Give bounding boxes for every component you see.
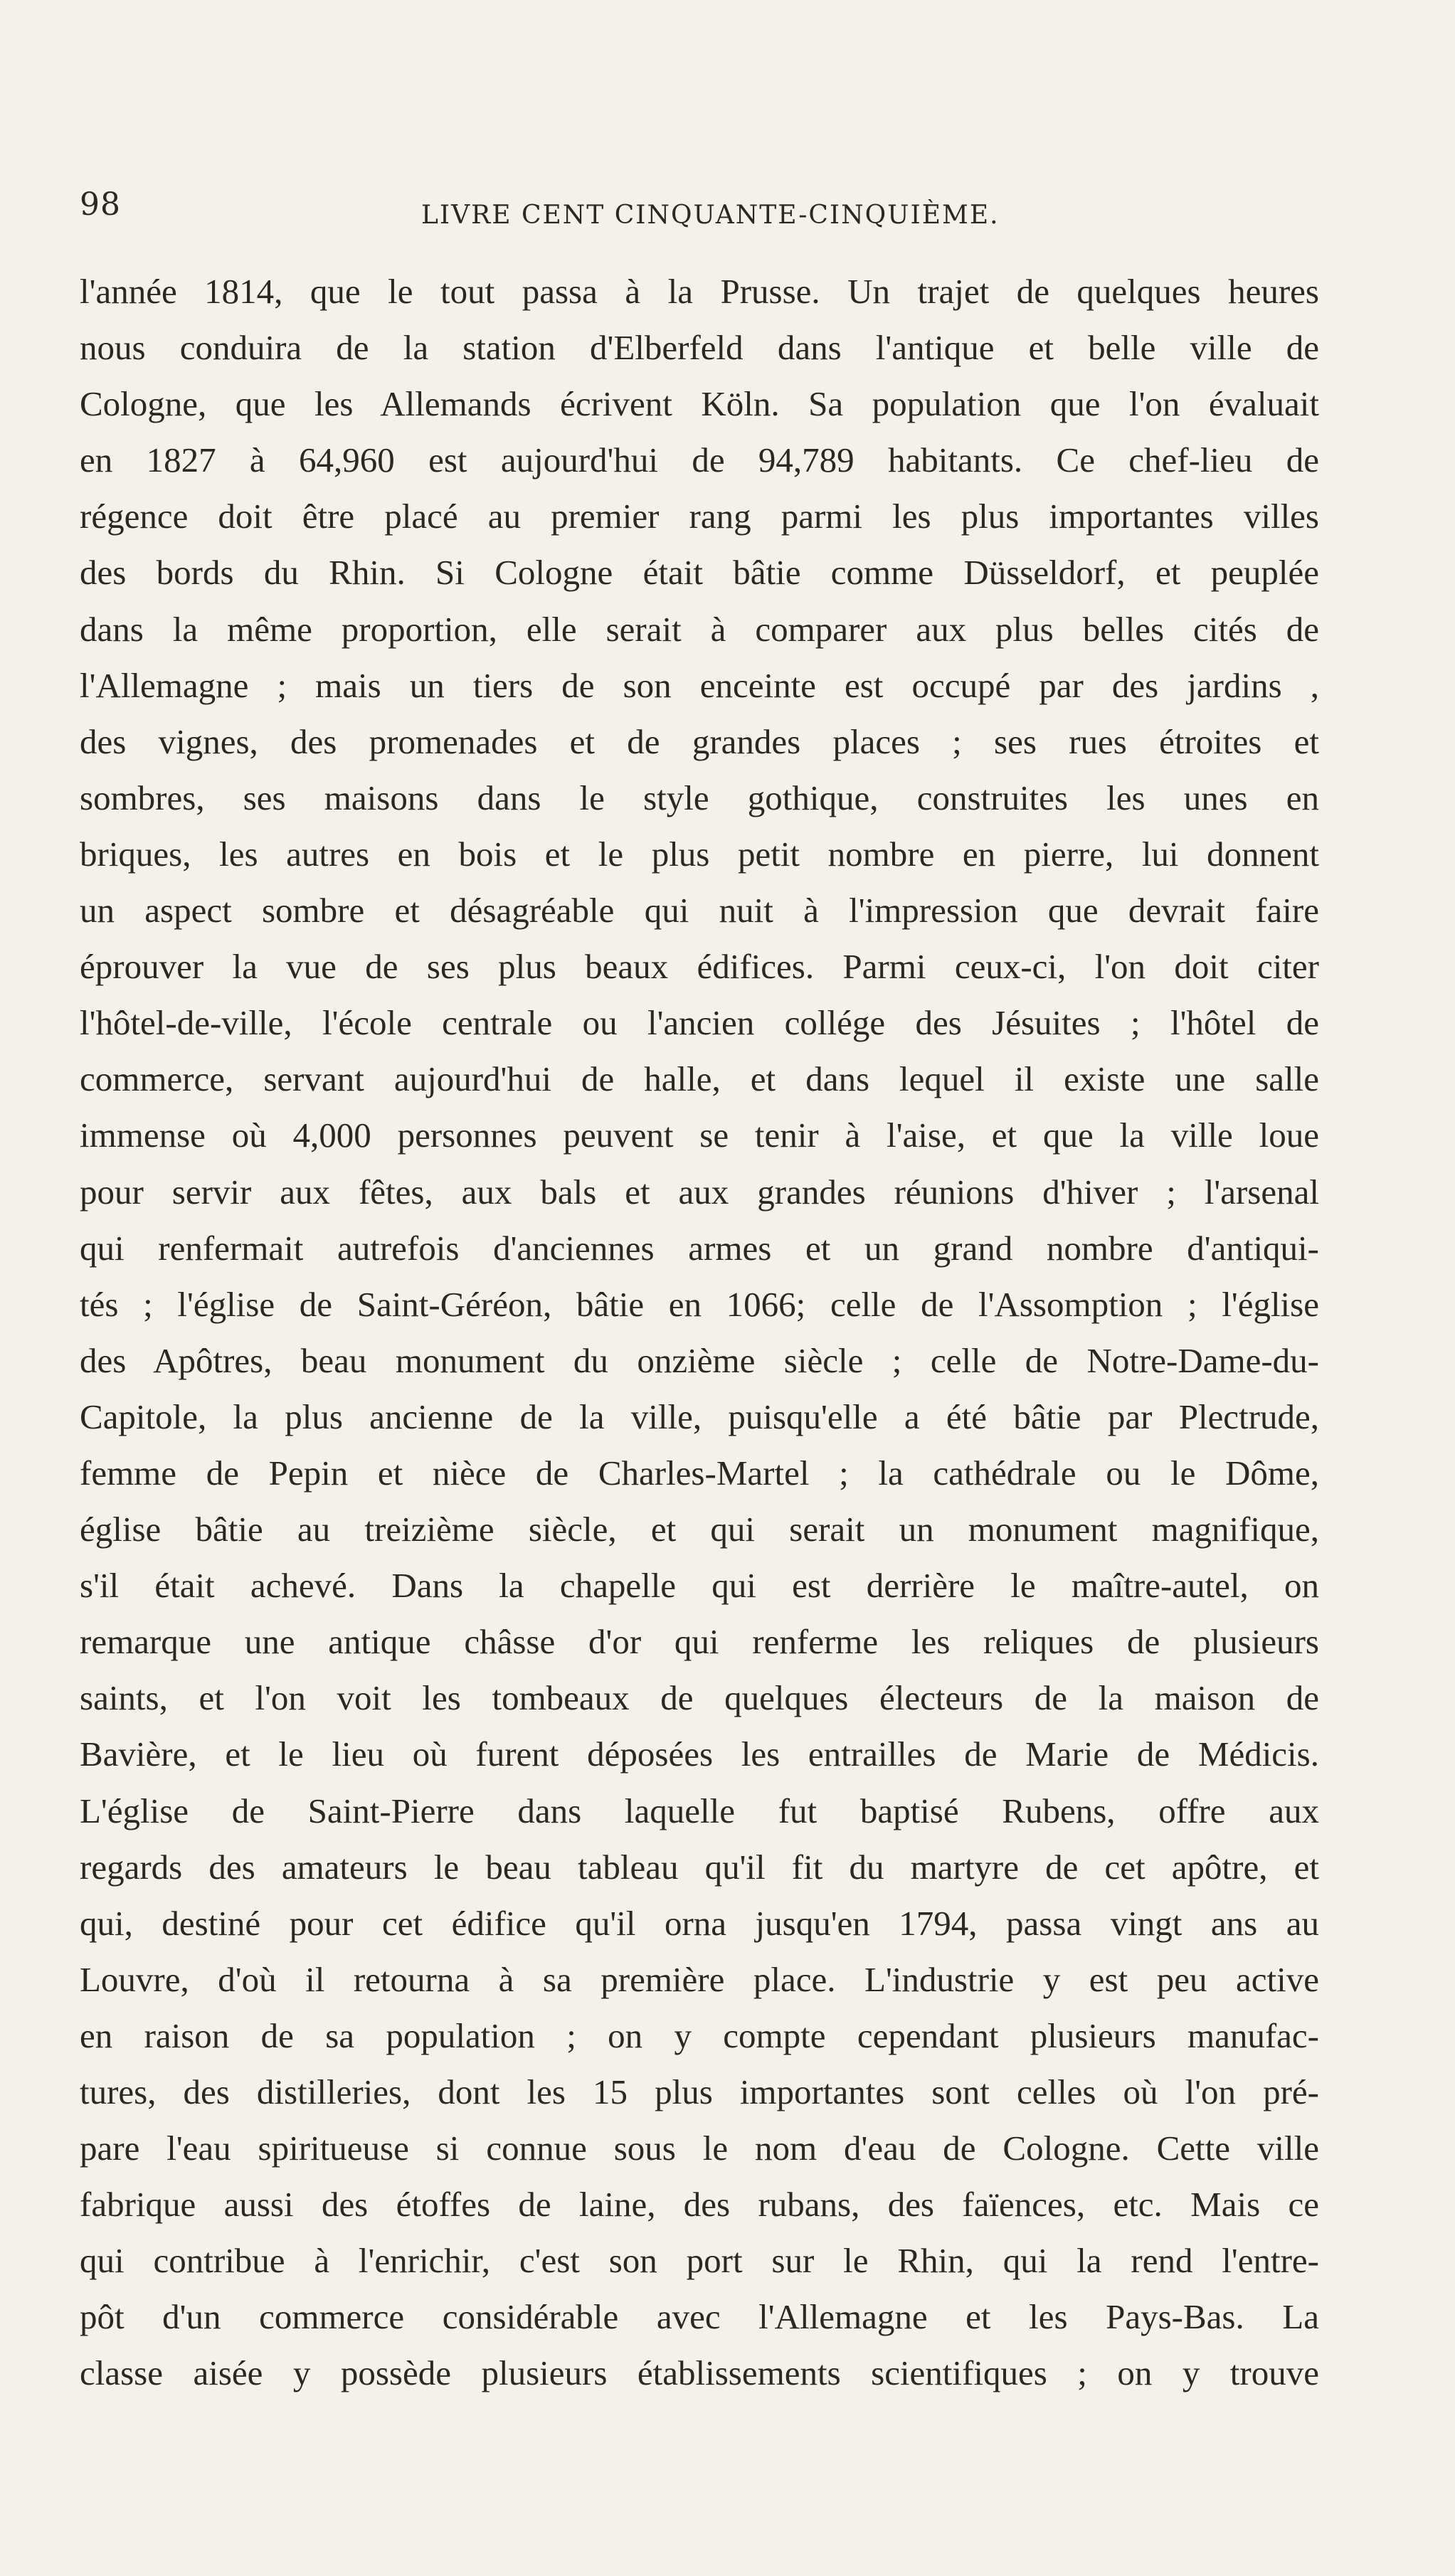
text-line: sombres, ses maisons dans le style gothique, construites les unes en <box>80 778 1319 817</box>
text-line: pôt d'un commerce considérable avec l'Allemagne et les Pays-Bas. La <box>80 2297 1319 2337</box>
text-line: en raison de sa population ; on y compte cependant plusieurs manufac- <box>80 2015 1319 2055</box>
text-line: l'année 1814, que le tout passa à la Prusse. Un trajet de quelques heures <box>80 272 1319 311</box>
text-line: Louvre, d'où il retourna à sa première place. L'industrie y est peu active <box>80 1959 1319 1999</box>
text-line: des vignes, des promenades et de grandes places ; ses rues étroites et <box>80 721 1319 761</box>
text-line: femme de Pepin et nièce de Charles-Martel ; la cathédrale ou le Dôme, <box>80 1453 1319 1493</box>
text-line: des bords du Rhin. Si Cologne était bâtie comme Düsseldorf, et peuplée <box>80 553 1319 593</box>
text-line: Cologne, que les Allemands écrivent Köln. Sa population que l'on évaluait <box>80 384 1319 424</box>
text-line: l'hôtel-de-ville, l'école centrale ou l'ancien collége des Jésuites ; l'hôtel de <box>80 1003 1319 1043</box>
text-line: un aspect sombre et désagréable qui nuit à l'impression que devrait faire <box>80 891 1319 931</box>
text-line: briques, les autres en bois et le plus petit nombre en pierre, lui donnent <box>80 834 1319 874</box>
text-line: qui, destiné pour cet édifice qu'il orna jusqu'en 1794, passa vingt ans au <box>80 1903 1319 1943</box>
text-line: régence doit être placé au premier rang parmi les plus importantes villes <box>80 497 1319 536</box>
text-line: Capitole, la plus ancienne de la ville, puisqu'elle a été bâtie par Plectrude, <box>80 1396 1319 1436</box>
text-line: éprouver la vue de ses plus beaux édifices. Parmi ceux-ci, l'on doit citer <box>80 947 1319 987</box>
text-line: des Apôtres, beau monument du onzième siècle ; celle de Notre-Dame-du- <box>80 1340 1319 1380</box>
text-line: classe aisée y possède plusieurs établissements scientifiques ; on y trouve <box>80 2353 1319 2393</box>
text-line: église bâtie au treizième siècle, et qui serait un monument magnifique, <box>80 1510 1319 1549</box>
text-line: l'Allemagne ; mais un tiers de son enceinte est occupé par des jardins , <box>80 665 1319 705</box>
text-line: immense où 4,000 personnes peuvent se tenir à l'aise, et que la ville loue <box>80 1115 1319 1155</box>
text-line: dans la même proportion, elle serait à comparer aux plus belles cités de <box>80 609 1319 649</box>
text-line: remarque une antique châsse d'or qui renferme les reliques de plusieurs <box>80 1622 1319 1662</box>
text-line: L'église de Saint-Pierre dans laquelle fut baptisé Rubens, offre aux <box>80 1791 1319 1830</box>
text-line: Bavière, et le lieu où furent déposées les entrailles de Marie de Médicis. <box>80 1734 1319 1774</box>
page-number: 98 <box>80 186 121 223</box>
text-line: pare l'eau spiritueuse si connue sous le nom d'eau de Cologne. Cette ville <box>80 2129 1319 2168</box>
text-line: en 1827 à 64,960 est aujourd'hui de 94,789 habitants. Ce chef-lieu de <box>80 440 1319 480</box>
text-line: s'il était achevé. Dans la chapelle qui est derrière le maître-autel, on <box>80 1566 1319 1606</box>
text-line: regards des amateurs le beau tableau qu'il fit du martyre de cet apôtre, et <box>80 1847 1319 1887</box>
text-line: commerce, servant aujourd'hui de halle, et dans lequel il existe une salle <box>80 1059 1319 1099</box>
running-head <box>80 186 1318 243</box>
text-line: qui contribue à l'enrichir, c'est son port sur le Rhin, qui la rend l'entre- <box>80 2241 1319 2281</box>
text-line: saints, et l'on voit les tombeaux de quelques électeurs de la maison de <box>80 1678 1319 1718</box>
text-line: tés ; l'église de Saint-Géréon, bâtie en 1066; celle de l'Assomption ; l'église <box>80 1284 1319 1324</box>
text-line: fabrique aussi des étoffes de laine, des rubans, des faïences, etc. Mais ce <box>80 2185 1319 2225</box>
body-text <box>80 263 1319 2402</box>
text-line: pour servir aux fêtes, aux bals et aux grandes réunions d'hiver ; l'arsenal <box>80 1172 1319 1212</box>
text-line: qui renfermait autrefois d'anciennes armes et un grand nombre d'antiqui- <box>80 1228 1319 1268</box>
text-line: tures, des distilleries, dont les 15 plus importantes sont celles où l'on pré- <box>80 2072 1319 2111</box>
text-line: nous conduira de la station d'Elberfeld dans l'antique et belle ville de <box>80 328 1319 368</box>
chapter-title: LIVRE CENT CINQUANTE-CINQUIÈME. <box>421 201 1000 230</box>
